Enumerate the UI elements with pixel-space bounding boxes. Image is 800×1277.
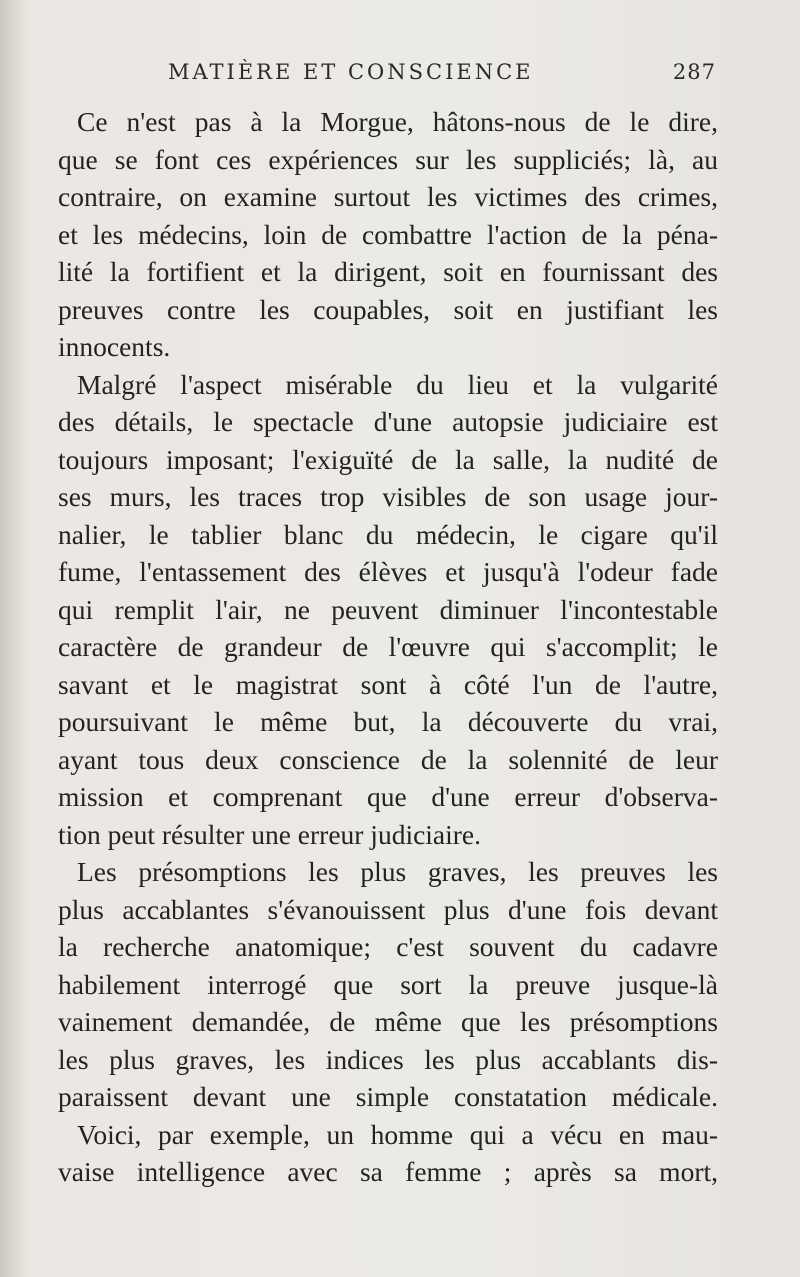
text-line: les plus graves, les indices les plus accablants dis- [58,1043,718,1075]
text-line: poursuivant le même but, la découverte du vrai, [58,706,718,737]
text-line: que se font ces expériences sur les suppliciés; là, au [58,143,718,175]
text-line: plus accablantes s'évanouissent plus d'une fois devant [58,893,718,925]
text-line: qui remplit l'air, ne peuvent diminuer l'incontestable [58,593,718,625]
text-line: nalier, le tablier blanc du médecin, le cigare qu'il [58,518,718,550]
text-line: Les présomptions les plus graves, les preuves les [77,856,718,887]
running-head [168,60,716,100]
text-line: ses murs, les traces trop visibles de son usage jour- [58,481,718,512]
text-line: preuves contre les coupables, soit en justifiant les [58,293,718,325]
text-line: Voici, par exemple, un homme qui a vécu en mau- [77,1118,718,1150]
text-line: la recherche anatomique; c'est souvent du cadavre [58,931,718,962]
page-spine-shadow [0,0,26,1277]
text-line: fume, l'entassement des élèves et jusqu'à l'odeur fade [58,556,718,587]
text-line: vaise intelligence avec sa femme ; après sa mort, [58,1156,718,1187]
text-line: et les médecins, loin de combattre l'action de la péna- [58,218,718,250]
text-line: Malgré l'aspect misérable du lieu et la vulgarité [77,368,718,400]
body-text [58,103,718,1191]
running-title: MATIÈRE ET CONSCIENCE [168,60,534,84]
text-line: caractère de grandeur de l'œuvre qui s'accomplit; le [58,631,718,662]
text-line: Ce n'est pas à la Morgue, hâtons-nous de le dire, [77,106,718,137]
text-line: ayant tous deux conscience de la solennité de leur [58,743,718,775]
text-line: paraissent devant une simple constatation médicale. [58,1081,718,1112]
text-line: mission et comprenant que d'une erreur d'observa- [58,781,718,812]
text-line: lité la fortifient et la dirigent, soit en fournissant des [58,256,718,287]
text-line: savant et le magistrat sont à côté l'un de l'autre, [58,668,718,700]
text-line: innocents. [58,331,171,362]
text-line: des détails, le spectacle d'une autopsie judiciaire est [58,406,718,437]
text-line: habilement interrogé que sort la preuve jusque-là [58,968,718,1000]
page-number: 287 [672,60,716,84]
text-line: contraire, on examine surtout les victimes des crimes, [58,181,718,212]
text-line: tion peut résulter une erreur judiciaire. [58,818,482,850]
text-line: vainement demandée, de même que les présomptions [58,1006,718,1037]
text-line: toujours imposant; l'exiguïté de la salle, la nudité de [58,443,718,475]
